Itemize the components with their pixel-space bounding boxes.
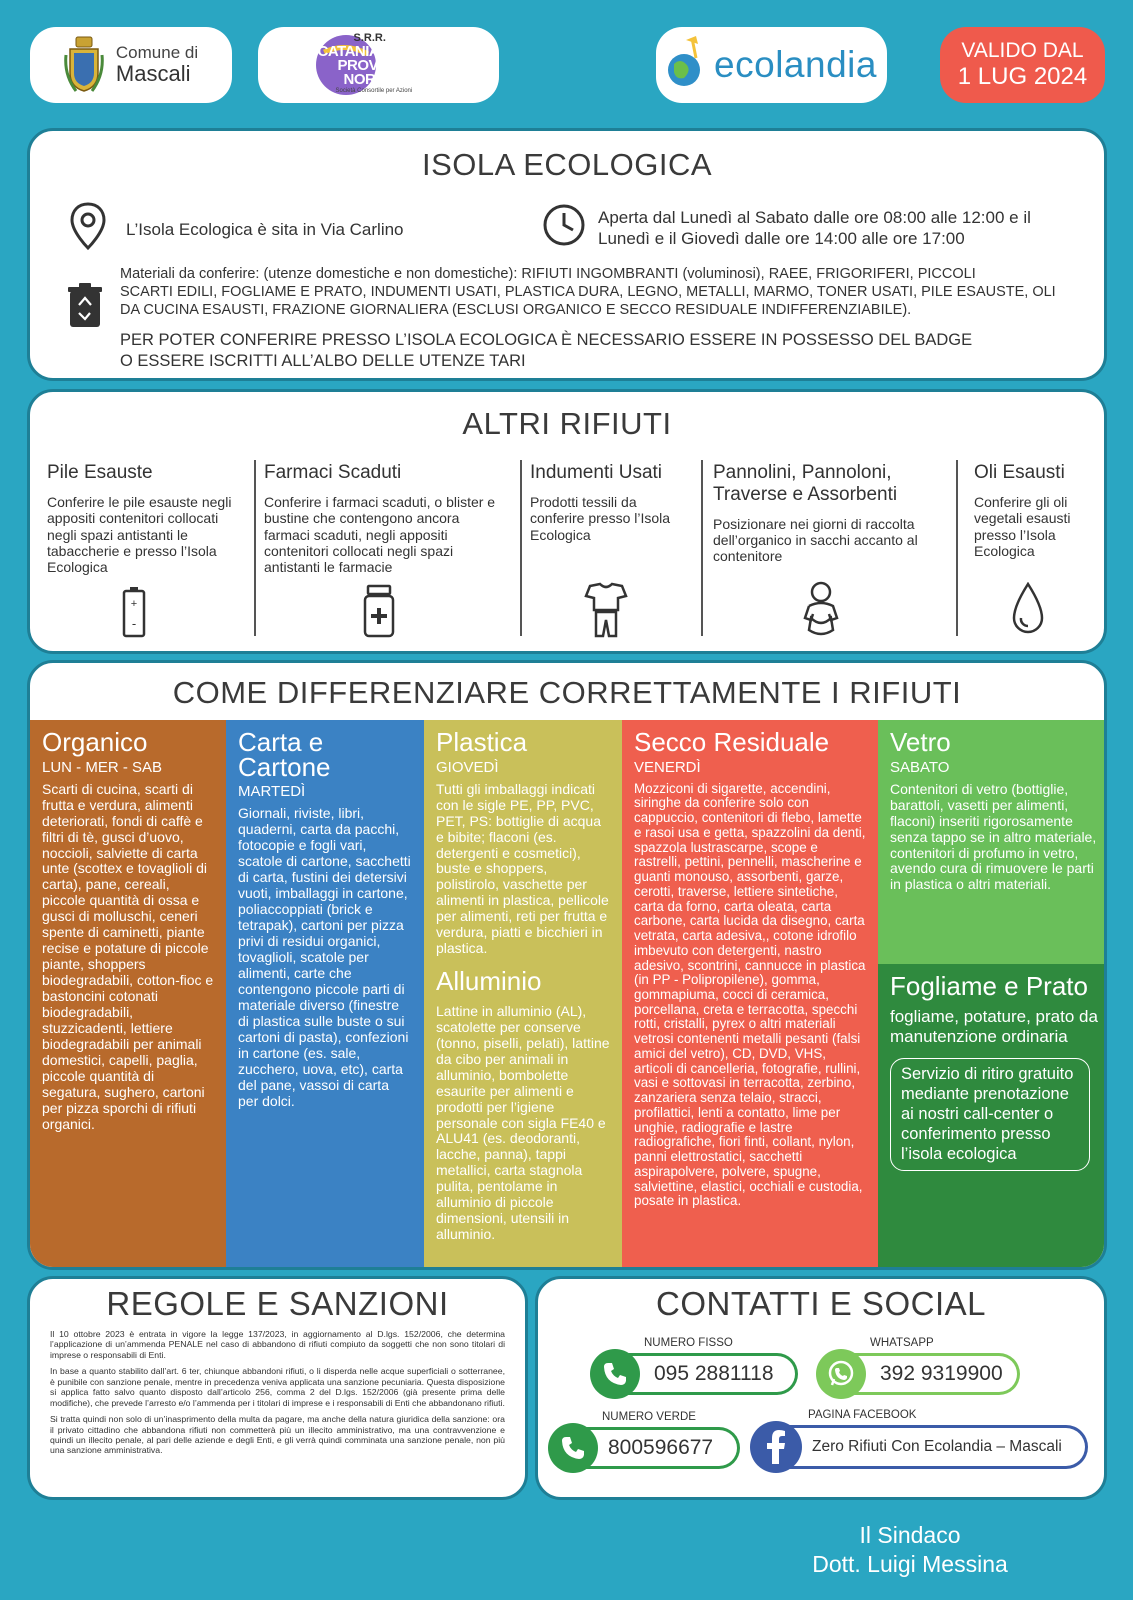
oil-drop-icon (1010, 582, 1046, 638)
svg-text:-: - (131, 616, 137, 631)
organico-day: LUN - MER - SAB (42, 758, 163, 776)
plastica-text: Tutti gli imballaggi indicati con le sigle PE, PP, PVC, PET, PS: bottiglie di acqua e bibite; flaconi (es. detergenti e cosmetici), buste e shoppers, polistirolo, vaschette per alimenti in plastica, pellicole per alimenti, reti per frutta e verdura, piatti e bicchieri in plastica. (436, 780, 609, 957)
materials-line3: DA CUCINA ESAUSTI, FRAZIONE GIORNALIERA (ESCLUSI ORGANICO E SECCO RESIDUALE INDIFFERENZIABILE). (120, 302, 912, 319)
carta-text: Giornali, riviste, libri, quaderni, carta da pacchi, fotocopie e fogli vari, scatole di cartone, sacchetti di carta, fustini dei detersivi vuoti, imballaggi in cartone, poliaccoppiati (brick e tetrapak), cartoni per pizza privi di residui organici, tovaglioli, scatole per alimenti, carte che contengono piccole parti di materiale diverso (finestre di plastica sulle buste o sui cartoni di pasta), confezioni in cartone (es. sale, zucchero, uova, etc), carta del pane, vassoi di carta per dolci. (238, 805, 411, 1109)
srr-logo (258, 27, 499, 103)
column-divider (701, 460, 703, 636)
regole-paragraph-3: Si tratta quindi non solo di un’inasprimento della multa da pagare, ma anche della natura giuridica della sanzione: ora il privato cittadino che abbandona rifiuti non commetterà più un illecito amministrativo, ma una contravvenzione e quindi un illecito penale, al pari delle aziende e degli Enti, e gli verrà quindi comminata una sanzione penale, non più una sanzione amministrativa. (50, 1414, 505, 1456)
organico-title: Organico (42, 727, 148, 757)
altri-item-text: Prodotti tessili da conferire presso l’Isola Ecologica (530, 493, 671, 543)
contact-verde[interactable] (548, 1411, 748, 1473)
altri-item-text: Conferire gli oli vegetali esausti presso l’Isola Ecologica (974, 493, 1071, 559)
secco-day: VENERDÌ (634, 758, 701, 776)
come-title: COME DIFFERENZIARE CORRETTAMENTE I RIFIUTI (172, 675, 962, 710)
carta-title: Carta e Cartone (238, 727, 331, 782)
fisso-label: NUMERO FISSO (644, 1337, 733, 1349)
plastica-title: Plastica (436, 727, 528, 757)
hours-row (542, 203, 1031, 250)
ecolandia-logo (656, 27, 887, 103)
column-divider (956, 460, 958, 636)
altri-item-farmaci (264, 462, 506, 640)
whatsapp-label: WHATSAPP (870, 1337, 934, 1349)
organico-column (30, 720, 226, 1270)
altri-item-text: Conferire i farmaci scaduti, o blister e bustine che contengono ancora farmaci scaduti, negli appositi contenitori collocati negli spazi antistanti le farmacie (264, 493, 496, 576)
srr-line2: PROVINCIA (337, 57, 417, 74)
fogliame-service-box (890, 1058, 1090, 1171)
clothes-icon (584, 582, 628, 638)
altri-item-pannolini (713, 462, 941, 640)
fogliame-column (878, 964, 1107, 1270)
whatsapp-value[interactable]: 392 9319900 (840, 1353, 1020, 1395)
contact-whatsapp[interactable] (816, 1337, 1026, 1399)
hours-line2: Lunedì e il Giovedì dalle ore 14:00 alle ore 17:00 (598, 229, 965, 249)
altri-item-text: Conferire le pile esauste negli appositi contenitori collocati negli spazi antistanti le tabaccherie e presso l’Isola Ecologica (47, 493, 232, 576)
ecolandia-wordmark: ecolandia (714, 44, 877, 85)
valid-from-badge (940, 27, 1105, 103)
plastica-day: GIOVEDÌ (436, 758, 499, 776)
altri-item-title: Pile Esauste (47, 462, 153, 483)
altri-rifiuti-card (27, 389, 1107, 654)
vetro-day: SABATO (890, 758, 950, 776)
regole-title: REGOLE E SANZIONI (106, 1285, 449, 1322)
recycle-bin-icon (66, 283, 104, 329)
facebook-label: PAGINA FACEBOOK (808, 1409, 917, 1421)
column-divider (254, 460, 256, 636)
secco-title: Secco Residuale (634, 727, 830, 757)
alluminio-title: Alluminio (436, 966, 542, 997)
carta-day: MARTEDÌ (238, 783, 306, 801)
isola-title: ISOLA ECOLOGICA (421, 147, 713, 182)
altri-item-title: Pannolini, Pannoloni, Traverse e Assorbenti (713, 462, 898, 505)
secco-column (622, 720, 878, 1270)
come-differenziare-card (27, 660, 1107, 1270)
organico-text: Scarti di cucina, scarti di frutta e verdura, alimenti deteriorati, fondi di caffè e filtri di tè, gusci d’uovo, noccioli, salviette di carta unte (scottex e tovaglioli di carta), pane, cereali, piccole quantità di ossa e gusci di molluschi, ceneri spente di caminetti, piante recise e potature di piccole piante, shoppers biodegradabili, cotton-fioc e bastoncini cotonati biodegradabili, stuzzicadenti, lettiere biodegradabili per animali domestici, capelli, paglia, piccole quantità di segatura, sughero, cartoni per pizza sporchi di rifiuti organici. (42, 780, 214, 1132)
contatti-title: CONTATTI E SOCIAL (656, 1285, 986, 1322)
badge-line2: O ESSERE ISCRITTI ALL’ALBO DELLE UTENZE TARI (120, 352, 526, 371)
sindaco-line2: Dott. Luigi Messina (812, 1550, 1008, 1577)
facebook-value[interactable]: Zero Rifiuti Con Ecolandia – Mascali (776, 1425, 1088, 1469)
altri-item-title: Farmaci Scaduti (264, 462, 402, 483)
altri-item-title: Indumenti Usati (530, 462, 663, 483)
carta-column (226, 720, 424, 1270)
baby-icon (799, 580, 843, 638)
vetro-column (878, 720, 1107, 964)
location-text: L’Isola Ecologica è sita in Via Carlino (126, 220, 404, 239)
valid-from-date: 1 LUG 2024 (957, 63, 1088, 91)
phone-icon (548, 1423, 598, 1473)
valid-from-label: VALIDO DAL (961, 39, 1084, 63)
globe-icon (666, 34, 706, 96)
srr-line3: NORD (343, 71, 386, 88)
altri-item-indumenti (530, 462, 690, 640)
badge-line1: PER POTER CONFERIRE PRESSO L’ISOLA ECOLOGICA È NECESSARIO ESSERE IN POSSESSO DEL BADGE (120, 331, 973, 349)
facebook-icon (750, 1421, 802, 1473)
altri-item-text: Posizionare nei giorni di raccolta dell’organico in sacchi accanto al contenitore (713, 515, 918, 565)
vetro-text: Contenitori di vetro (bottiglie, barattoli, vasetti per alimenti, flaconi) inseriti rigorosamente senza tappo se in altro materiale, contenitori di profumo in vetro, avendo cura di rimuovere le parti in plastica o altri materiali. (890, 780, 1097, 893)
alluminio-text: Lattine in alluminio (AL), scatolette per conserve (tonno, piselli, pelati), lattine da cibo per animali in alluminio, bombolette esaurite per alimenti e prodotti per l’igiene personale con sigla FE40 e ALU41 (es. deodoranti, lacche, panna), tappi metallici, carta stagnola pulita, pentolame in alluminio di piccole dimensioni, utensili in alluminio. (436, 1002, 610, 1243)
location-row (68, 201, 404, 251)
regole-paragraph-2: In base a quanto stabilito dall’art. 6 ter, chiunque abbandoni rifiuti, o li disperda nelle acque superficiali o sotterranee, è punibile con sanzione penale, mentre in precedenza veniva applicata una sanzione pecuniaria. Questa disposizione si applica fatto salvo quanto disposto dall’articolo 256, comma 2 del D.lgs. 152/2006 (già presente prima delle modifiche), che prevede l’arresto e/o l’ammenda per i titolari di imprese e i responsabili di Enti che abbandonano rifiuti. (50, 1366, 505, 1408)
materials-line2: SCARTI EDILI, FOGLIAME E PRATO, INDUMENTI USATI, PLASTICA DURA, LEGNO, METALLI, MARMO, TONER USATI, PILE ESAUSTE, OLI (120, 284, 1056, 301)
altri-item-oli (974, 462, 1094, 640)
verde-label: NUMERO VERDE (602, 1411, 696, 1423)
isola-ecologica-card (27, 128, 1107, 381)
sindaco-line1: Il Sindaco (859, 1522, 961, 1548)
comune-badge (30, 27, 232, 103)
whatsapp-icon (816, 1349, 866, 1399)
regole-paragraph-1: Il 10 ottobre 2023 è entrata in vigore la legge 137/2023, in aggiornamento al D.lgs. 152/2006, che determina l’applicazione di un’ammenda PENALE nel caso di abbandono di rifiuti compiuto da soggetti che non sono titolari di imprese o responsabili di Enti. (50, 1329, 505, 1360)
location-pin-icon (68, 201, 108, 251)
fogliame-text: fogliame, potature, prato da manutenzione ordinaria (890, 1006, 1098, 1046)
srr-top: S.R.R. (353, 32, 386, 44)
srr-line1: CATANIA (317, 43, 380, 60)
fisso-value[interactable]: 095 2881118 (614, 1353, 798, 1395)
srr-sub: Società Consortile per Azioni (335, 88, 413, 94)
column-divider (520, 460, 522, 636)
contatti-card (535, 1276, 1107, 1500)
contact-facebook[interactable] (750, 1409, 1090, 1473)
fogliame-service: Servizio di ritiro gratuito mediante prenotazione ai nostri call-center o conferimento presso l’isola ecologica (901, 1065, 1074, 1163)
verde-value[interactable]: 800596677 (572, 1427, 740, 1469)
altri-item-title: Oli Esausti (974, 462, 1065, 483)
clock-icon (542, 203, 586, 247)
contact-fisso[interactable] (590, 1337, 800, 1399)
altri-item-pile (47, 462, 247, 640)
comune-crest-icon (64, 35, 104, 95)
materials-line1: Materiali da conferire: (utenze domestiche e non domestiche): RIFIUTI INGOMBRANTI (voluminosi), RAEE, FRIGORIFERI, PICCOLI (120, 266, 976, 282)
regole-card (27, 1276, 528, 1500)
medicine-bottle-icon (362, 584, 396, 638)
hours-line1: Aperta dal Lunedì al Sabato dalle ore 08:00 alle 12:00 e il (598, 208, 1031, 227)
sindaco-signature (780, 1521, 1040, 1579)
svg-text:+: + (130, 598, 138, 610)
badge-notice (120, 330, 972, 372)
fogliame-title: Fogliame e Prato (890, 971, 1088, 1001)
comune-line2: Mascali (115, 61, 191, 87)
altri-title: ALTRI RIFIUTI (462, 406, 672, 441)
plastica-column (424, 720, 622, 1270)
phone-icon (590, 1349, 640, 1399)
comune-line1: Comune di (115, 42, 199, 62)
battery-icon (121, 586, 147, 638)
vetro-title: Vetro (890, 727, 951, 757)
materials-row (66, 265, 1056, 329)
secco-text: Mozziconi di sigarette, accendini, siringhe da conferire solo con cappuccio, contenitori di flebo, lamette e rasoi usa e getta, spazzolini da denti, spazzola lustrascarpe, scope e rastrelli, pettini, pennelli, mascherine e guanti monouso, assorbenti, garze, cerotti, traverse, lettiere sintetiche, carta da forno, carta oleata, carta carbone, carta lucida da disegno, carta vetrata, carta adesiva,, cotone idrofilo imbevuto con detergenti, nastro adesivo, scontrini, cannucce in plastica (in PP - Polipropilene), gomma, gommapiuma, cocci di ceramica, porcellana, creta e terracotta, specchi rotti, cristalli, pyrex o altri materiali vetrosi contenenti metalli pesanti (falsi amici del vetro), CD, DVD, VHS, articoli di cancelleria, fotografie, rullini, vasi e sottovasi in terracotta, zerbino, zanzariera senza telaio, stracci, profilattici, lenti a contatto, lime per unghie, radiografie e lastre radiografiche, fiori finti, collant, nylon, panni elettrostatici, sacchetti aspirapolvere, polvere, spugne, salviettine, elastici, occhiali e custodia, posate in plastica. (634, 780, 866, 1209)
